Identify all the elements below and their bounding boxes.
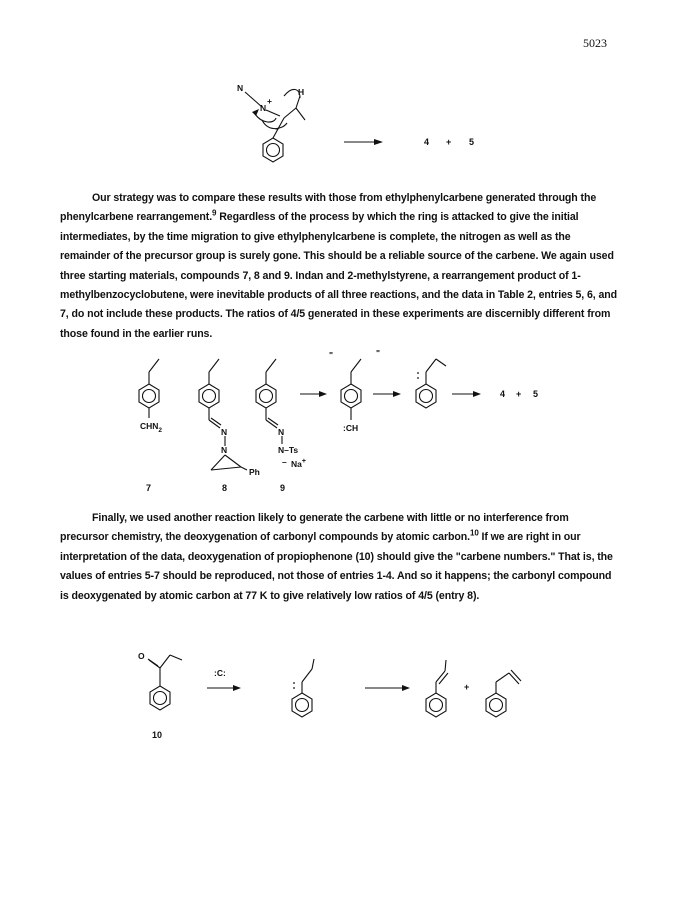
scheme1-atom-n-plus: N bbox=[260, 103, 267, 113]
label-na: Na+ bbox=[291, 458, 306, 469]
paragraph-1: Our strategy was to compare these results with those from ethylphenylcarbene generated through the phenylcarbene rearrangement.$^9$ Regardless of the process by which the ring is attacked to give the initial intermediates, by the time migration to give ethylphenylcarbene is complete, the nitrogen as well as the remainder of the precursor group is surely gone. This should be a reliable source of the carbene. We again used three starting materials, compounds 7, 8 and 9. Indan and 2-methylstyrene, a rearrangement product of 1-methylbenzocyclobutene, were inevitable products of all three reactions, and the data in Table 2, entries 5, 6, and 7, do not include these products. The ratios of 4/5 generated in these experiments are discernibly different from those found in the earlier runs. bbox=[60, 192, 618, 340]
reference-9: 9 bbox=[212, 208, 217, 218]
scheme2-plus: + bbox=[516, 389, 522, 399]
label-n-8b: N bbox=[221, 445, 228, 455]
scheme1-plus: + bbox=[446, 137, 452, 147]
scheme3-carbene-dot-2 bbox=[293, 687, 295, 689]
compound-10-structure bbox=[148, 655, 182, 710]
scheme1-charge-plus: + bbox=[267, 96, 272, 106]
page-number: 5023 bbox=[583, 36, 607, 50]
dots-1: " bbox=[329, 350, 334, 360]
label-minus: – bbox=[282, 457, 287, 467]
scheme3-carbene-structure bbox=[292, 659, 314, 717]
scheme1-atom-n-top: N bbox=[237, 83, 244, 93]
styrene-product-2 bbox=[486, 670, 521, 717]
label-n-ts: N–Ts bbox=[278, 445, 299, 455]
scheme1-charge-minus: - bbox=[275, 123, 278, 133]
label-n-8a: N bbox=[221, 427, 228, 437]
arrow-to-styrenes bbox=[365, 685, 410, 691]
styrene-product-1 bbox=[426, 660, 448, 717]
paragraph-2: Finally, we used another reaction likely to generate the carbene with little or no interference from precursor chemistry, the deoxygenation of carbonyl compounds by atomic carbon.$^{10}$ If we are right in our interpretation of the data, deoxygenation of propiophenone (10) should give the "carbene numbers." That is, the values of entries 5-7 should be reproduced, not those of entries 1-4. And so it happens; the carbonyl compound is deoxygenated by atomic carbon at 77 K to give relatively low ratios of 4/5 (entry 8). bbox=[60, 512, 613, 602]
scheme1-atom-h: H bbox=[298, 87, 305, 97]
compound-9-number: 9 bbox=[280, 483, 286, 493]
compound-7-number: 7 bbox=[146, 483, 152, 493]
scheme2-product-4: 4 bbox=[500, 389, 506, 399]
label-ph: Ph bbox=[249, 467, 260, 477]
compound-8-number: 8 bbox=[222, 483, 228, 493]
scheme3-carbene-dot-1 bbox=[293, 682, 295, 684]
scheme1-product-5: 5 bbox=[469, 137, 475, 147]
label-chn2: $CHN_2$ bbox=[140, 421, 163, 434]
reference-10: 10 bbox=[469, 528, 479, 538]
scheme1-product-4: 4 bbox=[424, 137, 430, 147]
arrow-10-to-carbene bbox=[207, 685, 241, 691]
compound-10-number: 10 bbox=[152, 730, 163, 740]
label-ch: :CH bbox=[343, 423, 359, 433]
label-n-9: N bbox=[278, 427, 285, 437]
scheme2-product-5: 5 bbox=[533, 389, 539, 399]
dots-2: " bbox=[376, 348, 381, 358]
scheme3-plus: + bbox=[464, 682, 470, 692]
reagent-c: :C: bbox=[214, 668, 226, 678]
atom-o: O bbox=[138, 651, 145, 661]
